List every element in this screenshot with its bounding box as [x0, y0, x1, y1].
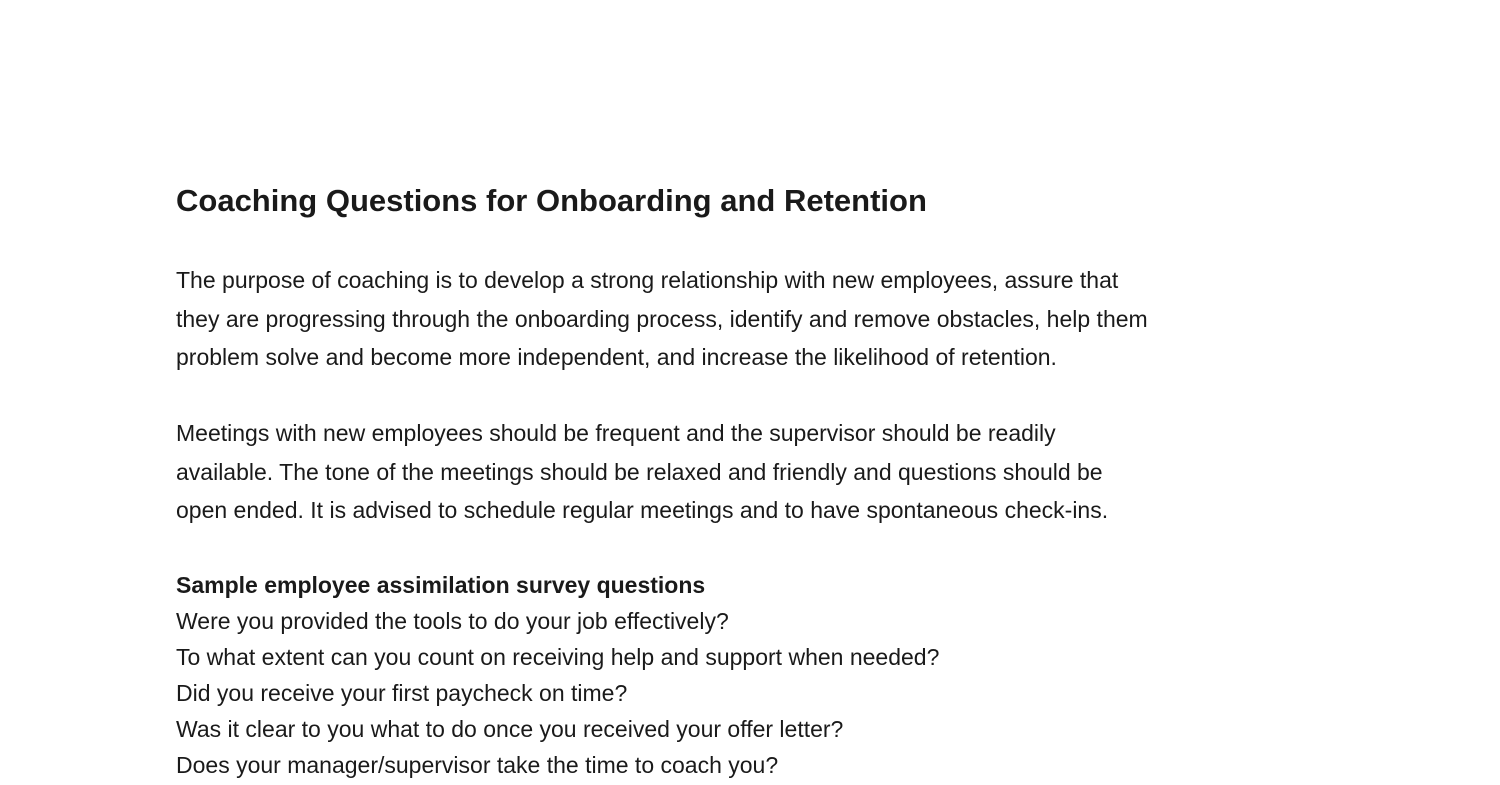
- paragraph-line: The purpose of coaching is to develop a strong relationship with new employees, assure that: [176, 267, 1119, 293]
- survey-question: Does your manager/supervisor take the time to coach you?: [176, 752, 779, 778]
- paragraph-line: Meetings with new employees should be frequent and the supervisor should be readily: [176, 420, 1056, 446]
- survey-question: To what extent can you count on receiving help and support when needed?: [176, 644, 940, 670]
- intro-paragraph: [176, 261, 1148, 377]
- paragraph-line: problem solve and become more independent, and increase the likelihood of retention.: [176, 344, 1057, 371]
- survey-question: Did you receive your first paycheck on time?: [176, 680, 628, 706]
- survey-section: [176, 567, 939, 783]
- paragraph-line: open ended. It is advised to schedule regular meetings and to have spontaneous check-ins.: [176, 497, 1109, 524]
- document-title: Coaching Questions for Onboarding and Retention: [176, 183, 927, 218]
- meetings-paragraph: [176, 414, 1108, 530]
- paragraph-line: they are progressing through the onboarding process, identify and remove obstacles, help them: [176, 305, 1148, 332]
- survey-question: Was it clear to you what to do once you received your offer letter?: [176, 716, 844, 742]
- paragraph-line: available. The tone of the meetings should be relaxed and friendly and questions should be: [176, 458, 1103, 485]
- survey-heading: Sample employee assimilation survey questions: [176, 572, 706, 598]
- survey-question: Were you provided the tools to do your job effectively?: [176, 608, 729, 634]
